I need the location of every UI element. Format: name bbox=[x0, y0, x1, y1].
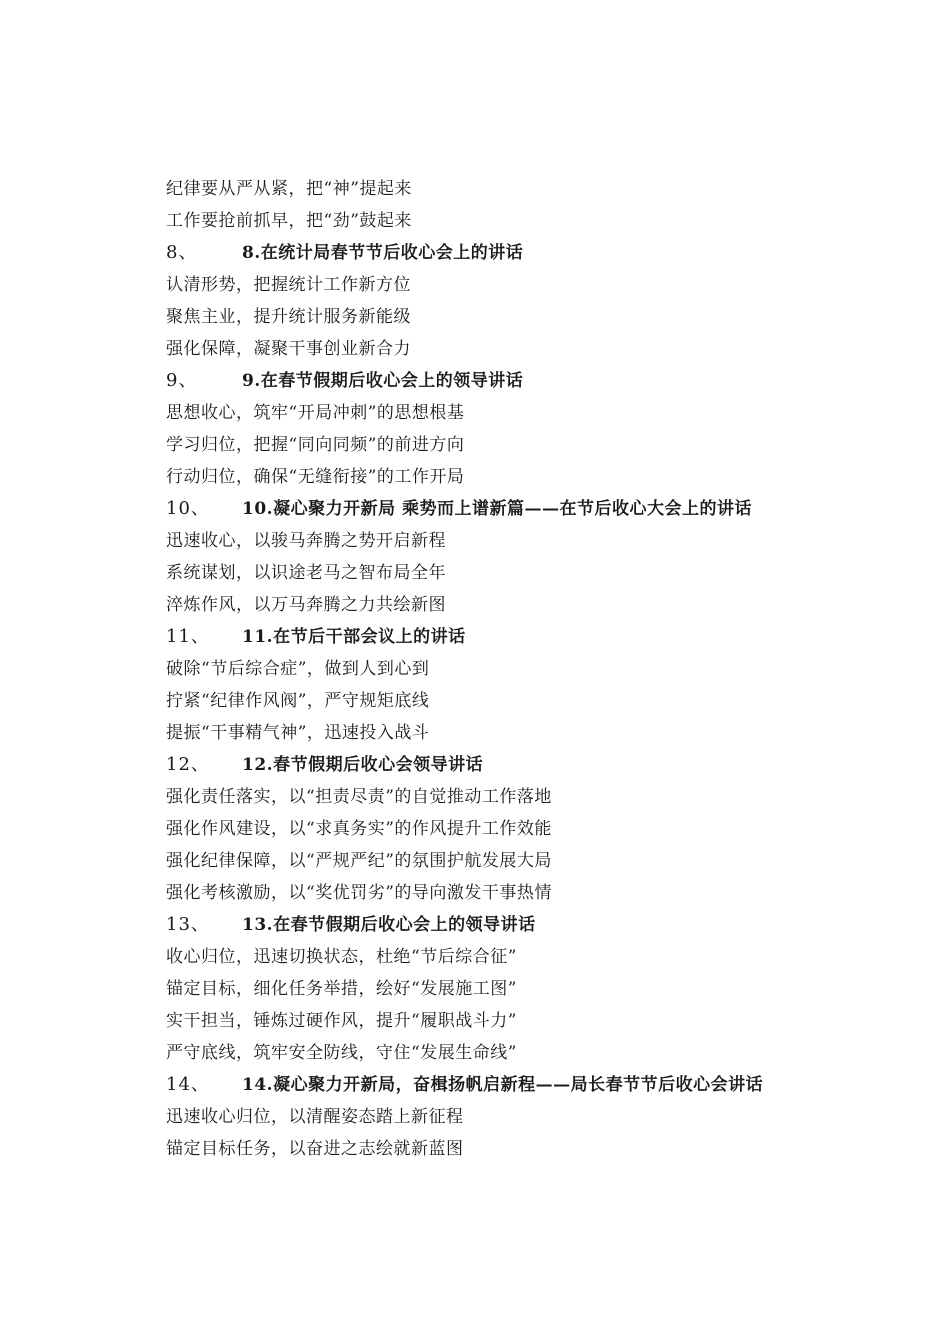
outline-item: 迅速收心归位，以清醒姿态踏上新征程 bbox=[166, 1107, 464, 1127]
outline-item: 锚定目标，细化任务举措，绘好“发展施工图” bbox=[166, 979, 517, 999]
outline-item: 锚定目标任务，以奋进之志绘就新蓝图 bbox=[166, 1139, 464, 1159]
outline-item: 拧紧“纪律作风阀”，严守规矩底线 bbox=[166, 691, 430, 711]
section-title: 12.春节假期后收心会领导讲话 bbox=[242, 755, 484, 775]
section-title: 10.凝心聚力开新局 乘势而上谱新篇——在节后收心大会上的讲话 bbox=[242, 499, 752, 519]
outline-item: 强化考核激励，以“奖优罚劣”的导向激发干事热情 bbox=[166, 883, 552, 903]
section-title: 8.在统计局春节节后收心会上的讲话 bbox=[242, 243, 524, 263]
outline-item: 工作要抢前抓早，把“劲”鼓起来 bbox=[166, 211, 412, 231]
outline-item: 淬炼作风，以万马奔腾之力共绘新图 bbox=[166, 595, 446, 615]
section-heading bbox=[166, 749, 866, 781]
outline-item: 学习归位，把握“同向同频”的前进方向 bbox=[166, 435, 465, 455]
outline-item: 系统谋划，以识途老马之智布局全年 bbox=[166, 563, 446, 583]
section-heading bbox=[166, 365, 866, 397]
section-title: 14.凝心聚力开新局，奋楫扬帆启新程——局长春节节后收心会讲话 bbox=[242, 1075, 764, 1095]
section-heading bbox=[166, 237, 866, 269]
outline-item: 强化纪律保障，以“严规严纪”的氛围护航发展大局 bbox=[166, 851, 552, 871]
section-title: 13.在春节假期后收心会上的领导讲话 bbox=[242, 915, 536, 935]
section-number: 9、 bbox=[166, 370, 198, 391]
outline-item: 提振“干事精气神”，迅速投入战斗 bbox=[166, 723, 430, 743]
outline-item: 认清形势，把握统计工作新方位 bbox=[166, 275, 411, 295]
section-heading bbox=[166, 1069, 866, 1101]
outline-item: 行动归位，确保“无缝衔接”的工作开局 bbox=[166, 467, 465, 487]
outline-item: 纪律要从严从紧，把“神”提起来 bbox=[166, 179, 412, 199]
outline-item: 严守底线，筑牢安全防线，守住“发展生命线” bbox=[166, 1043, 517, 1063]
section-title: 9.在春节假期后收心会上的领导讲话 bbox=[242, 371, 524, 391]
section-number: 12、 bbox=[166, 754, 210, 775]
section-heading bbox=[166, 493, 866, 525]
outline-item: 强化保障，凝聚干事创业新合力 bbox=[166, 339, 411, 359]
outline-item: 实干担当，锤炼过硬作风，提升“履职战斗力” bbox=[166, 1011, 517, 1031]
section-number: 14、 bbox=[166, 1074, 210, 1095]
section-number: 11、 bbox=[166, 626, 210, 647]
outline-item: 破除“节后综合症”，做到人到心到 bbox=[166, 659, 430, 679]
section-heading bbox=[166, 909, 866, 941]
outline-item: 迅速收心，以骏马奔腾之势开启新程 bbox=[166, 531, 446, 551]
outline-item: 思想收心，筑牢“开局冲刺”的思想根基 bbox=[166, 403, 465, 423]
outline-item: 强化责任落实，以“担责尽责”的自觉推动工作落地 bbox=[166, 787, 552, 807]
section-number: 13、 bbox=[166, 914, 210, 935]
section-heading bbox=[166, 621, 866, 653]
section-title: 11.在节后干部会议上的讲话 bbox=[242, 627, 466, 647]
section-number: 8、 bbox=[166, 242, 198, 263]
document-body bbox=[166, 173, 866, 1165]
outline-item: 聚焦主业，提升统计服务新能级 bbox=[166, 307, 411, 327]
outline-item: 强化作风建设，以“求真务实”的作风提升工作效能 bbox=[166, 819, 552, 839]
outline-item: 收心归位，迅速切换状态，杜绝“节后综合征” bbox=[166, 947, 517, 967]
section-number: 10、 bbox=[166, 498, 210, 519]
